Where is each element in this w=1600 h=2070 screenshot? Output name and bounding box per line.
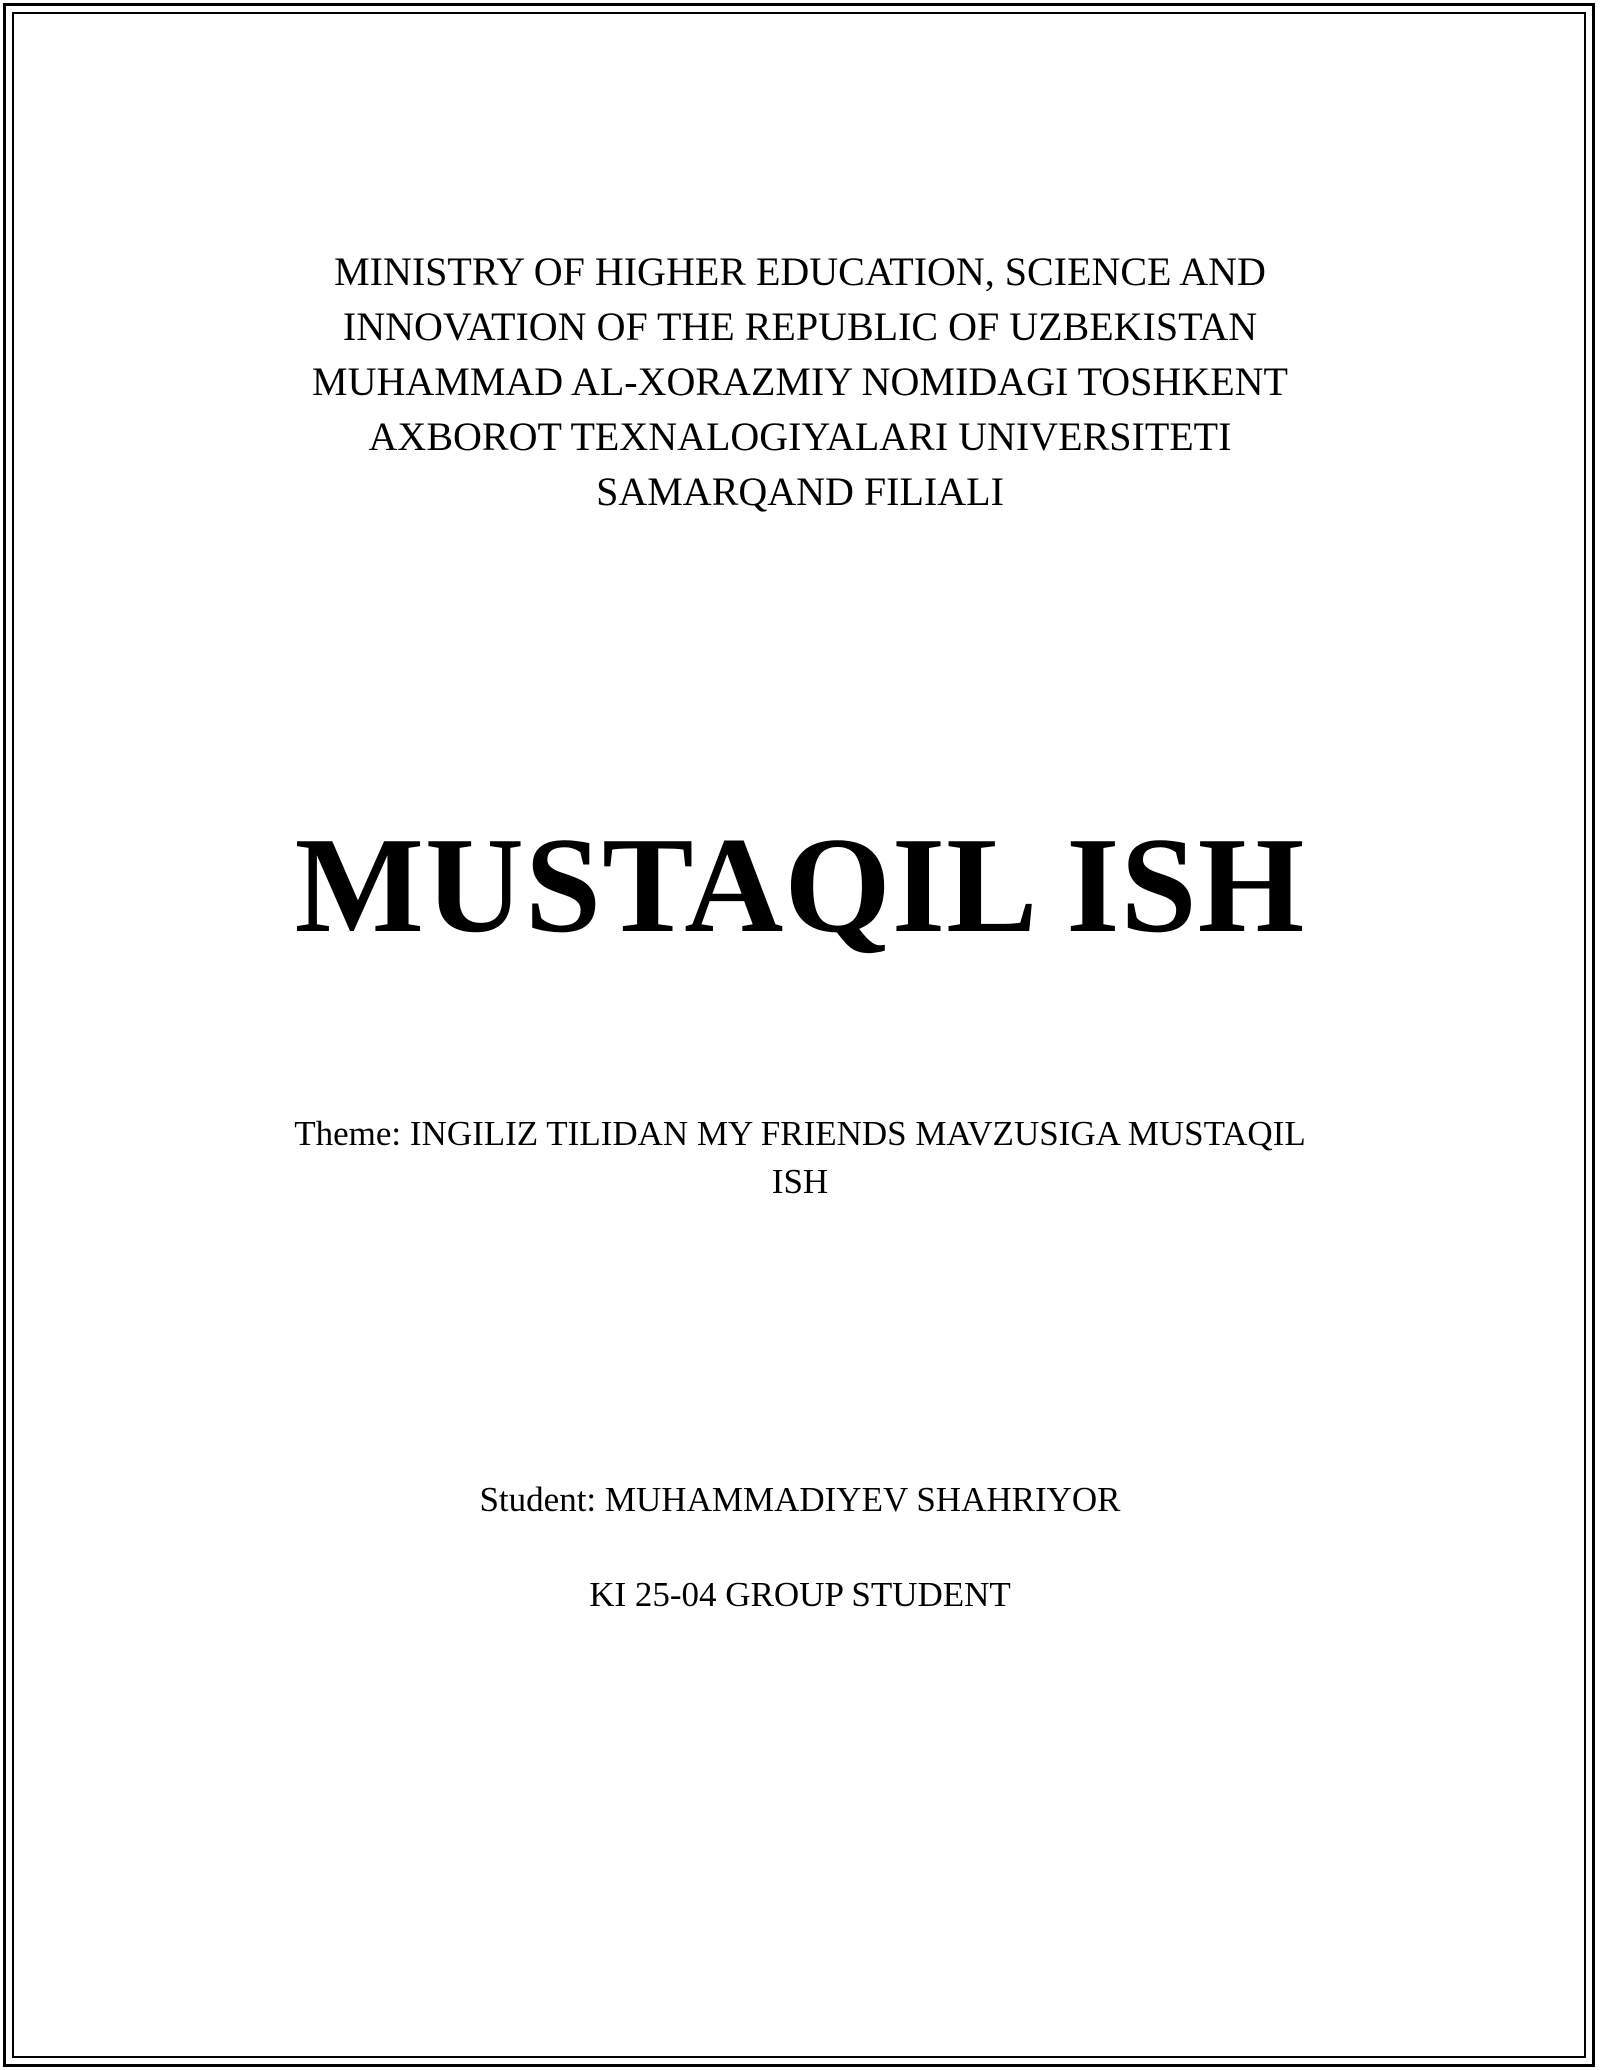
theme-text xyxy=(230,1110,1370,1206)
institution-header xyxy=(0,244,1600,519)
theme-line: Theme: INGILIZ TILIDAN MY FRIENDS MAVZUSIGA MUSTAQIL xyxy=(294,1114,1306,1153)
header-line: AXBOROT TEXNALOGIYALARI UNIVERSITETI xyxy=(368,414,1232,459)
theme-line: ISH xyxy=(771,1162,829,1201)
student-name: Student: MUHAMMADIYEV SHAHRIYOR xyxy=(479,1480,1121,1519)
header-line: SAMARQAND FILIALI xyxy=(596,469,1004,514)
document-title: MUSTAQIL ISH xyxy=(294,809,1306,961)
header-line: MUHAMMAD AL-XORAZMIY NOMIDAGI TOSHKENT xyxy=(312,359,1288,404)
header-line: INNOVATION OF THE REPUBLIC OF UZBEKISTAN xyxy=(342,304,1258,349)
group-info: KI 25-04 GROUP STUDENT xyxy=(589,1575,1011,1614)
header-line: MINISTRY OF HIGHER EDUCATION, SCIENCE AND xyxy=(334,249,1266,294)
